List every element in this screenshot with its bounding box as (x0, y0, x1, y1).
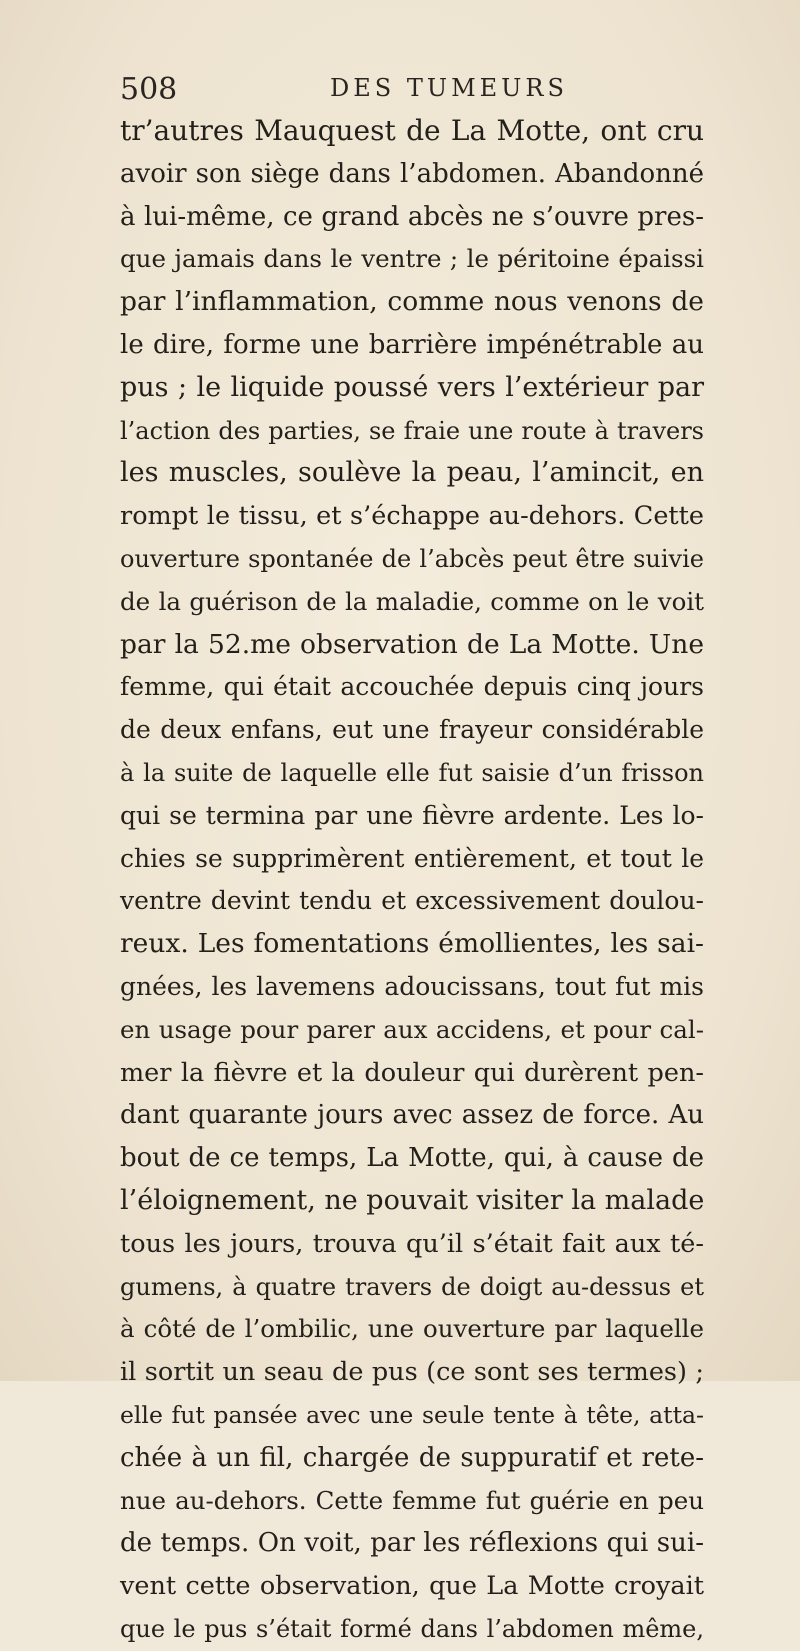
text-line: tous les jours, trouva qu’il s’était fait aux té- (120, 1228, 704, 1259)
text-line: reux. Les fomentations émollientes, les sai- (120, 928, 704, 960)
text-line: elle fut pansée avec une seule tente à tête, atta- (120, 1400, 704, 1429)
text-line: il sortit un seau de pus (ce sont ses termes) ; (120, 1357, 704, 1388)
text-line: chée à un fil, chargée de suppuratif et rete- (120, 1442, 704, 1473)
text-line: en usage pour parer aux accidens, et pour cal- (120, 1014, 704, 1044)
text-line: de deux enfans, eut une frayeur considérable (120, 715, 704, 745)
page-header (120, 72, 680, 112)
text-line: chies se supprimèrent entièrement, et tout le (120, 843, 704, 873)
text-line: à la suite de laquelle elle fut saisie d’un frisson (120, 758, 704, 787)
page-number: 508 (120, 72, 178, 107)
text-line: dant quarante jours avec assez de force. Au (120, 1100, 704, 1131)
text-line: gumens, à quatre travers de doigt au-dessus et (120, 1272, 704, 1301)
text-line: tr’autres Mauquest de La Motte, ont cru (120, 114, 704, 147)
text-line: avoir son siège dans l’abdomen. Abandonné (120, 158, 704, 189)
body-text (120, 110, 704, 1651)
text-line: ouverture spontanée de l’abcès peut être suivie (120, 544, 704, 573)
text-line: par l’inflammation, comme nous venons de (120, 286, 704, 318)
text-line: de temps. On voit, par les réflexions qui sui- (120, 1528, 704, 1559)
running-head: DES TUMEURS (330, 74, 568, 102)
text-line: rompt le tissu, et s’échappe au-dehors. Cette (120, 501, 704, 532)
text-line: par la 52.me observation de La Motte. Une (120, 628, 704, 660)
text-line: qui se termina par une fièvre ardente. Les lo- (120, 800, 704, 830)
text-line: l’action des parties, se fraie une route à travers (120, 416, 704, 445)
text-line: mer la fièvre et la douleur qui durèrent pen- (120, 1057, 704, 1088)
text-line: l’éloignement, ne pouvait visiter la malade (120, 1184, 705, 1216)
text-line: ventre devint tendu et excessivement doulou- (120, 886, 704, 916)
text-line: que jamais dans le ventre ; le péritoine épaissi (120, 244, 704, 274)
text-line: bout de ce temps, La Motte, qui, à cause de (120, 1143, 704, 1174)
text-line: femme, qui était accouchée depuis cinq jours (120, 672, 704, 702)
text-line: gnées, les lavemens adoucissans, tout fut mis (120, 971, 704, 1001)
text-line: les muscles, soulève la peau, l’amincit, en (120, 457, 704, 489)
text-line: à lui-même, ce grand abcès ne s’ouvre pres- (120, 201, 704, 232)
text-line: le dire, forme une barrière impénétrable au (120, 329, 704, 360)
text-line: de la guérison de la maladie, comme on le voit (120, 586, 704, 616)
text-line: à côté de l’ombilic, une ouverture par laquelle (120, 1314, 704, 1344)
text-line: que le pus s’était formé dans l’abdomen même, (120, 1614, 704, 1643)
text-line: pus ; le liquide poussé vers l’extérieur par (120, 371, 704, 403)
text-line: vent cette observation, que La Motte croyait (120, 1571, 704, 1602)
text-line: nue au-dehors. Cette femme fut guérie en peu (120, 1485, 704, 1515)
